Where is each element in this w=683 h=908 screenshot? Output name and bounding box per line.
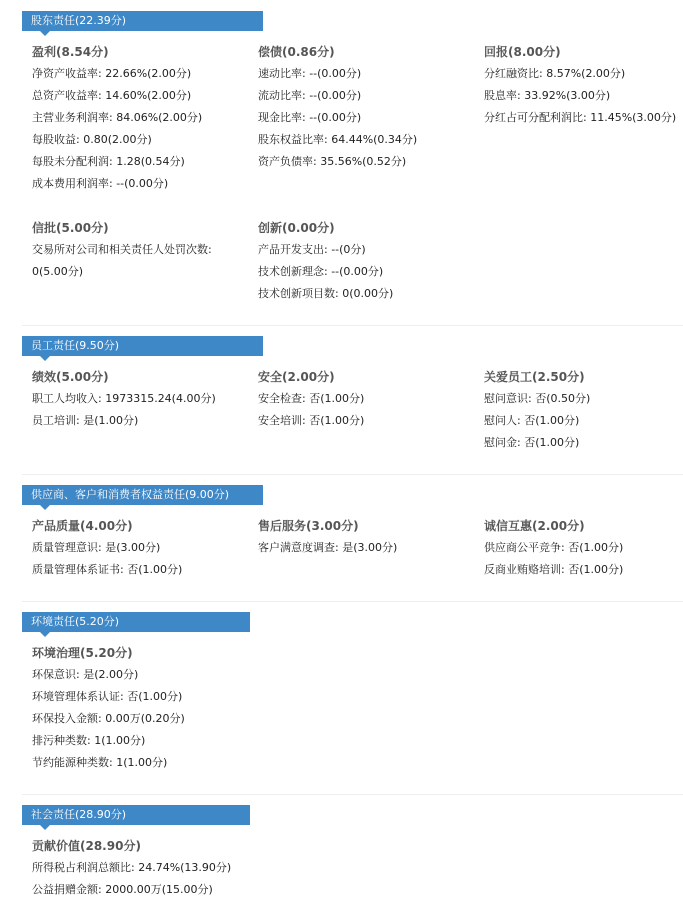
section-divider	[22, 474, 683, 475]
metric-item: 现金比率: --(0.00分)	[258, 111, 362, 124]
group-title: 回报(8.00分)	[484, 45, 561, 59]
section-title: 供应商、客户和消费者权益责任(9.00分)	[22, 485, 263, 505]
metric-item: 主营业务利润率: 84.06%(2.00分)	[32, 111, 203, 124]
metric-item: 资产负债率: 35.56%(0.52分)	[258, 155, 407, 168]
group-return	[484, 41, 683, 129]
metric-item: 环保意识: 是(2.00分)	[32, 668, 139, 681]
metric-item: 慰问意识: 否(0.50分)	[484, 392, 591, 405]
group-title: 创新(0.00分)	[258, 221, 335, 235]
metric-item: 职工人均收入: 1973315.24(4.00分)	[32, 392, 216, 405]
metric-item: 供应商公平竞争: 否(1.00分)	[484, 541, 624, 554]
metric-item: 环境管理体系认证: 否(1.00分)	[32, 690, 183, 703]
group-integrity	[484, 515, 683, 581]
group-safety	[258, 366, 478, 432]
group-solvency	[258, 41, 478, 173]
group-title: 产品质量(4.00分)	[32, 519, 133, 533]
metric-item: 每股收益: 0.80(2.00分)	[32, 133, 152, 146]
metric-item: 客户满意度调查: 是(3.00分)	[258, 541, 398, 554]
metric-item: 技术创新理念: --(0.00分)	[258, 265, 384, 278]
group-employee-care	[484, 366, 683, 454]
metric-item: 股东权益比率: 64.44%(0.34分)	[258, 133, 418, 146]
group-title: 诚信互惠(2.00分)	[484, 519, 585, 533]
metric-item: 员工培训: 是(1.00分)	[32, 414, 139, 427]
group-innovation	[258, 217, 478, 305]
section-shareholder	[22, 11, 683, 31]
metric-item: 每股未分配利润: 1.28(0.54分)	[32, 155, 185, 168]
section-title: 社会责任(28.90分)	[22, 805, 250, 825]
metric-item: 公益捐赠金额: 2000.00万(15.00分)	[32, 883, 213, 896]
group-title: 环境治理(5.20分)	[32, 646, 133, 660]
metric-item: 反商业贿赂培训: 否(1.00分)	[484, 563, 624, 576]
section-title: 环境责任(5.20分)	[22, 612, 250, 632]
metric-item: 产品开发支出: --(0分)	[258, 243, 366, 256]
metric-item: 节约能源种类数: 1(1.00分)	[32, 756, 168, 769]
metric-item: 环保投入金额: 0.00万(0.20分)	[32, 712, 185, 725]
metric-item: 成本费用利润率: --(0.00分)	[32, 177, 169, 190]
metric-item: 排污种类数: 1(1.00分)	[32, 734, 146, 747]
section-stakeholder	[22, 485, 683, 505]
group-environmental-governance	[32, 642, 272, 774]
metric-item: 慰问人: 否(1.00分)	[484, 414, 580, 427]
group-title: 偿债(0.86分)	[258, 45, 335, 59]
group-title: 售后服务(3.00分)	[258, 519, 359, 533]
metric-item: 技术创新项目数: 0(0.00分)	[258, 287, 394, 300]
metric-item: 安全检查: 否(1.00分)	[258, 392, 365, 405]
group-title: 信批(5.00分)	[32, 221, 109, 235]
group-title: 贡献价值(28.90分)	[32, 839, 141, 853]
group-performance	[32, 366, 252, 432]
group-title: 绩效(5.00分)	[32, 370, 109, 384]
metric-item: 股息率: 33.92%(3.00分)	[484, 89, 611, 102]
section-title: 员工责任(9.50分)	[22, 336, 263, 356]
group-title: 安全(2.00分)	[258, 370, 335, 384]
metric-item: 速动比率: --(0.00分)	[258, 67, 362, 80]
metric-item: 0(5.00分)	[32, 265, 84, 278]
group-disclosure	[32, 217, 252, 283]
metric-item: 质量管理意识: 是(3.00分)	[32, 541, 161, 554]
group-title: 关爱员工(2.50分)	[484, 370, 585, 384]
metric-item: 交易所对公司和相关责任人处罚次数:	[32, 243, 212, 256]
metric-item: 分红融资比: 8.57%(2.00分)	[484, 67, 626, 80]
metric-item: 质量管理体系证书: 否(1.00分)	[32, 563, 183, 576]
metric-item: 慰问金: 否(1.00分)	[484, 436, 580, 449]
metric-item: 所得税占利润总额比: 24.74%(13.90分)	[32, 861, 232, 874]
group-contribution	[32, 835, 292, 901]
metric-item: 净资产收益率: 22.66%(2.00分)	[32, 67, 192, 80]
section-divider	[22, 794, 683, 795]
section-employee	[22, 336, 683, 356]
group-title: 盈利(8.54分)	[32, 45, 109, 59]
metric-item: 流动比率: --(0.00分)	[258, 89, 362, 102]
metric-item: 分红占可分配利润比: 11.45%(3.00分)	[484, 111, 677, 124]
section-divider	[22, 601, 683, 602]
group-product-quality	[32, 515, 252, 581]
metric-item: 安全培训: 否(1.00分)	[258, 414, 365, 427]
section-environment	[22, 612, 683, 632]
metric-item: 总资产收益率: 14.60%(2.00分)	[32, 89, 192, 102]
section-social	[22, 805, 683, 825]
section-title: 股东责任(22.39分)	[22, 11, 263, 31]
group-profitability	[32, 41, 252, 195]
group-after-sales	[258, 515, 478, 559]
section-divider	[22, 325, 683, 326]
